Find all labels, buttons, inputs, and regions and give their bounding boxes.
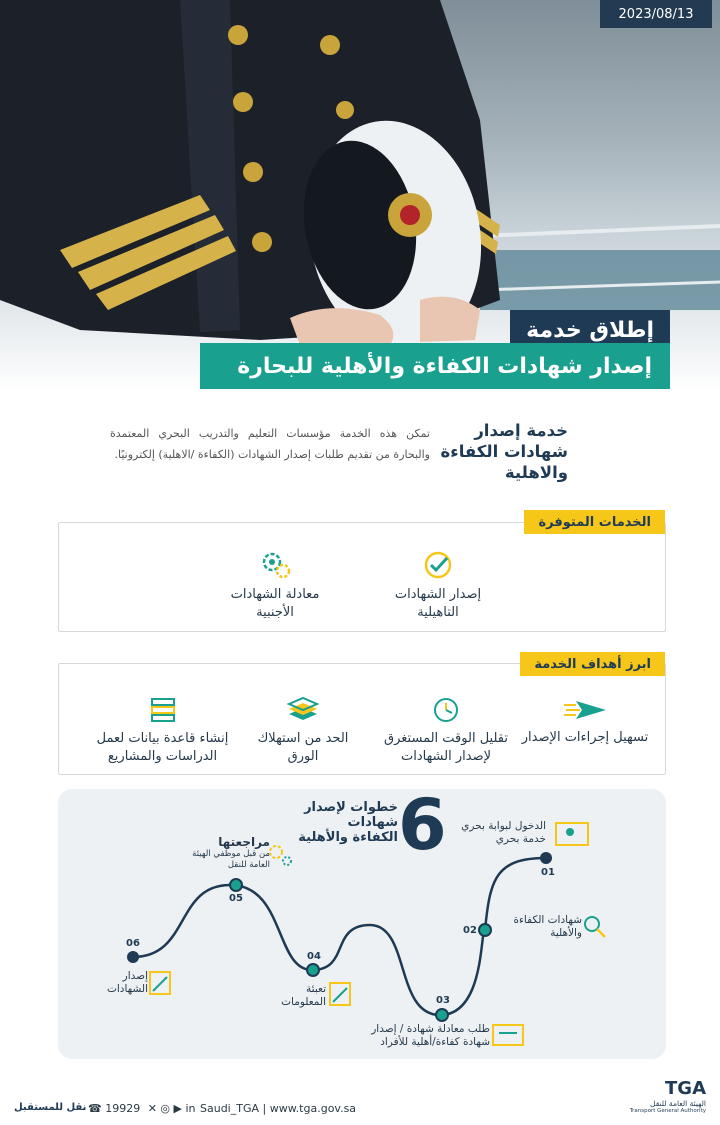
goal-label: تقليل الوقت المستغرق لإصدار الشهادات [384, 731, 508, 764]
step-dot-05 [230, 879, 242, 891]
page-title: إصدار شهادات الكفاءة والأهلية للبحارة [200, 343, 670, 389]
step-label-04: تعبئة المعلومات [281, 983, 326, 1008]
logo-arabic: الهيئة العامة للنقل [650, 1099, 706, 1108]
step-dot-06 [127, 951, 139, 963]
footer-url[interactable]: Saudi_TGA | www.tga.gov.sa [200, 1102, 357, 1115]
intro-title: خدمة إصدار شهادات الكفاءة والاهلية [440, 421, 568, 482]
step-num-01: 01 [541, 867, 555, 878]
gears-icon [270, 846, 291, 865]
form-icon [150, 972, 170, 994]
intro-body: تمكن هذه الخدمة مؤسسات التعليم والتدريب البحري المعتمدة والبحارة من تقديم طلبات إصدار الشهادات (الكفاءة /الاهلية) إلكترونيًا. [110, 427, 430, 461]
step-text: مراجعتها [218, 835, 270, 849]
services-heading: الخدمات المتوفرة [524, 510, 665, 534]
logo-text: TGA [665, 1078, 706, 1099]
step-label-01 [450, 820, 546, 846]
tga-logo [628, 1078, 706, 1114]
steps-count: 6 [398, 784, 447, 866]
service-label: معادلة الشهادات الأجنبية [230, 587, 320, 620]
step-dot-01 [540, 852, 552, 864]
launch-tag: إطلاق خدمة [510, 310, 670, 350]
step-label-02: شهادات الكفاءة والأهلية [513, 914, 582, 939]
certificate-icon [493, 1025, 523, 1045]
date-badge: 2023/08/13 [600, 0, 712, 28]
steps-heading: خطوات لإصدار شهادات الكفاءة والأهلية [298, 800, 398, 845]
phone-icon: ☎ [88, 1102, 106, 1115]
step-dot-03 [436, 1009, 448, 1021]
goal-label: إنشاء قاعدة بيانات لعمل الدراسات والمشاريع [96, 731, 229, 764]
step-subtext: من قبل موظفي الهيئة العامة للنقل [192, 849, 270, 870]
footer-slogan: نقل للمستقبل [14, 1102, 87, 1113]
step-label-06: إصدار الشهادات [106, 970, 148, 995]
goal-label: الحد من استهلاك الورق [257, 731, 349, 764]
goal-label: تسهيل إجراءات الإصدار [521, 730, 649, 745]
step-num-02: 02 [463, 925, 477, 936]
step-subtext: خدمة بحري [495, 833, 546, 845]
certificate-icon [556, 823, 588, 845]
step-num-04: 04 [307, 951, 321, 962]
step-num-06: 06 [126, 938, 140, 949]
service-label: إصدار الشهادات التاهيلية [394, 587, 482, 620]
phone-number: 19929 [105, 1102, 141, 1115]
step-dot-02 [479, 924, 491, 936]
step-dot-04 [307, 964, 319, 976]
step-label-03: طلب معادلة شهادة / إصدار شهادة كفاءة/أهلية للأفراد [371, 1023, 490, 1048]
footer-phone [88, 1102, 196, 1115]
step-text: الدخول لبوابة بحري [461, 820, 546, 832]
social-icons[interactable]: ✕ ◎ ▶ in [147, 1102, 196, 1115]
form-icon [330, 983, 350, 1005]
step-num-05: 05 [229, 893, 243, 904]
goals-heading: ابرز أهداف الخدمة [520, 652, 665, 676]
search-icon [585, 917, 605, 937]
step-num-03: 03 [436, 995, 450, 1006]
step-label-05 [180, 836, 270, 871]
logo-english: Transport General Authority [629, 1108, 706, 1114]
